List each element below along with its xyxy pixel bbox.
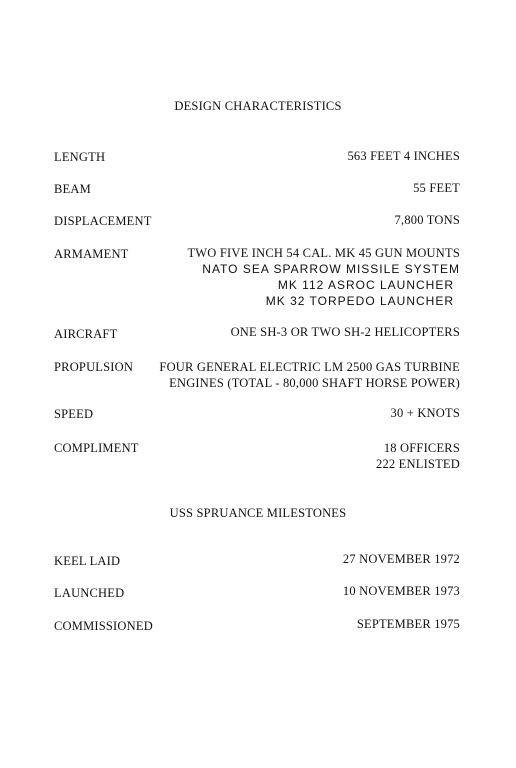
aircraft-value: ONE SH-3 OR TWO SH-2 HELICOPTERS: [230, 325, 460, 339]
compliment-line: 222 ENLISTED: [376, 457, 460, 471]
beam-value: 55 FEET: [413, 181, 460, 195]
propulsion-value: [159, 359, 460, 391]
speed-value: 30 + KNOTS: [390, 406, 460, 420]
length-label: LENGTH: [54, 150, 106, 164]
armament-line: MK 32 TORPEDO LAUNCHER: [265, 294, 454, 308]
armament-line: NATO SEA SPARROW MISSILE SYSTEM: [202, 262, 460, 276]
armament-value: [187, 245, 460, 309]
design-characteristics-heading: DESIGN CHARACTERISTICS: [174, 99, 342, 113]
length-value: 563 FEET 4 INCHES: [347, 149, 460, 163]
displacement-label: DISPLACEMENT: [54, 214, 152, 228]
armament-line: TWO FIVE INCH 54 CAL. MK 45 GUN MOUNTS: [187, 246, 460, 260]
speed-label: SPEED: [54, 407, 94, 421]
keel-laid-label: KEEL LAID: [54, 554, 121, 568]
displacement-value: 7,800 TONS: [394, 213, 460, 227]
compliment-value: [376, 440, 460, 472]
propulsion-line: FOUR GENERAL ELECTRIC LM 2500 GAS TURBINE: [159, 360, 460, 374]
propulsion-label: PROPULSION: [54, 360, 134, 374]
aircraft-label: AIRCRAFT: [54, 327, 118, 341]
armament-line: MK 112 ASROC LAUNCHER: [277, 278, 454, 292]
keel-laid-value: 27 NOVEMBER 1972: [342, 552, 460, 566]
propulsion-line: ENGINES (TOTAL - 80,000 SHAFT HORSE POWER): [169, 376, 460, 390]
milestones-heading: USS SPRUANCE MILESTONES: [169, 506, 347, 520]
commissioned-value: SEPTEMBER 1975: [356, 617, 460, 631]
compliment-label: COMPLIMENT: [54, 441, 139, 455]
armament-label: ARMAMENT: [54, 247, 129, 261]
compliment-line: 18 OFFICERS: [383, 441, 460, 455]
commissioned-label: COMMISSIONED: [54, 619, 153, 633]
launched-label: LAUNCHED: [54, 586, 125, 600]
beam-label: BEAM: [54, 182, 91, 196]
launched-value: 10 NOVEMBER 1973: [342, 584, 460, 598]
